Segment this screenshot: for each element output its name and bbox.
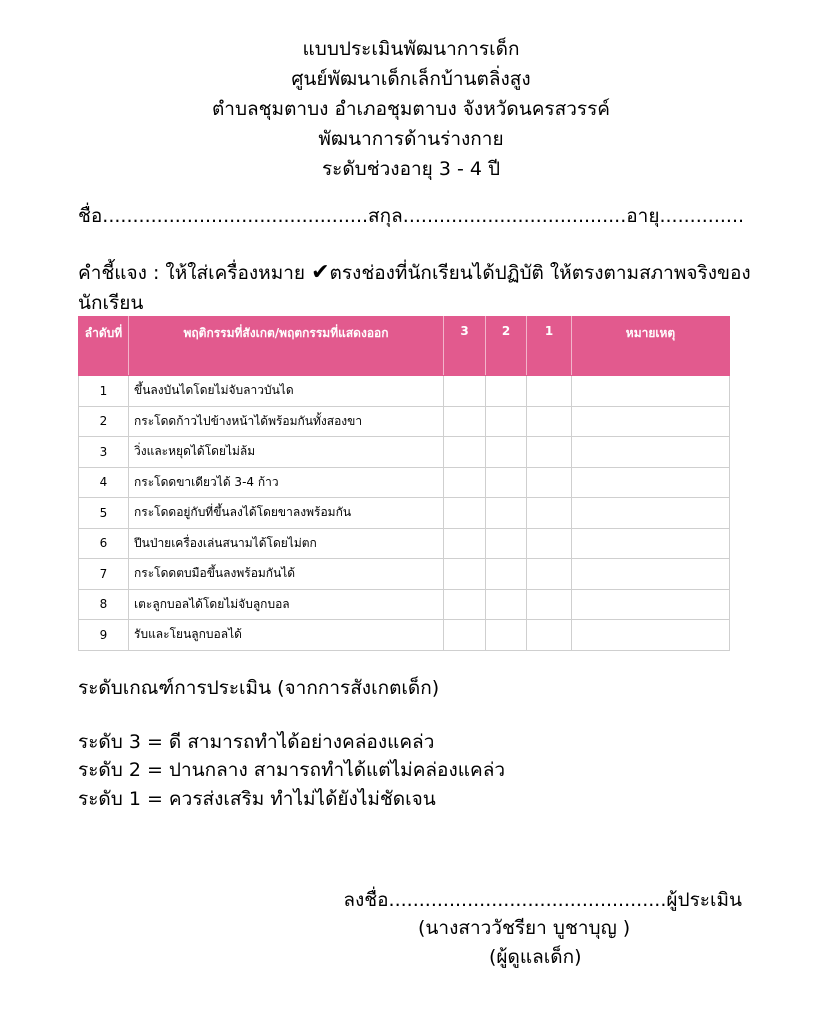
criteria-level-2: ระดับ 2 = ปานกลาง สามารถทำได้แต่ไม่คล่องแคล่ว [78,759,506,781]
row-behavior: รับและโยนลูกบอลได้ [129,620,444,651]
score-3-cell[interactable] [444,528,486,559]
form-header [0,34,822,184]
criteria-level-1: ระดับ 1 = ควรส่งเสริม ทำไม่ได้ยังไม่ชัดเจน [78,788,436,810]
evaluator-role: (ผู้ดูแลเด็ก) [489,946,582,968]
table-row [79,437,730,468]
row-number: 6 [79,528,129,559]
student-info-line: ชื่อ............................................สกุล.....................................อายุ.............. [78,205,745,227]
score-3-cell[interactable] [444,559,486,590]
checkmark-icon: ✔ [311,260,330,285]
score-2-cell[interactable] [486,498,527,529]
score-1-cell[interactable] [527,589,572,620]
signature-line: ลงชื่อ..............................................ผู้ประเมิน [343,889,742,911]
score-3-cell[interactable] [444,437,486,468]
score-2-cell[interactable] [486,559,527,590]
row-behavior: เตะลูกบอลได้โดยไม่จับลูกบอล [129,589,444,620]
row-number: 1 [79,376,129,407]
table-row [79,376,730,407]
table-row [79,620,730,651]
criteria-level-3: ระดับ 3 = ดี สามารถทำได้อย่างคล่องแคล่ว [78,731,435,753]
table-row [79,467,730,498]
score-2-cell[interactable] [486,406,527,437]
table-header-row [79,317,730,376]
row-behavior: ขึ้นลงบันไดโดยไม่จับลาวบันได [129,376,444,407]
row-number: 9 [79,620,129,651]
criteria-title: ระดับเกณฑ์การประเมิน (จากการสังเกตเด็ก) [78,677,440,699]
score-3-cell[interactable] [444,376,486,407]
column-header-score-2: 2 [486,317,527,376]
score-2-cell[interactable] [486,467,527,498]
row-behavior: วิ่งและหยุดได้โดยไม่ล้ม [129,437,444,468]
score-1-cell[interactable] [527,528,572,559]
score-1-cell[interactable] [527,467,572,498]
column-header-behavior: พฤติกรรมที่สังเกต/พฤตกรรมที่แสดงออก [129,317,444,376]
table-row [79,528,730,559]
row-behavior: ปีนป่ายเครื่องเล่นสนามได้โดยไม่ตก [129,528,444,559]
center-name: ศูนย์พัฒนาเด็กเล็กบ้านตลิ่งสูง [291,68,531,90]
note-cell[interactable] [572,620,730,651]
note-cell[interactable] [572,406,730,437]
table-row [79,589,730,620]
row-behavior: กระโดดตบมือขึ้นลงพร้อมกันได้ [129,559,444,590]
row-behavior: กระโดดก้าวไปข้างหน้าได้พร้อมกันทั้งสองขา [129,406,444,437]
row-number: 7 [79,559,129,590]
note-cell[interactable] [572,528,730,559]
development-domain: พัฒนาการด้านร่างกาย [318,128,504,150]
row-number: 3 [79,437,129,468]
instruction-text [78,258,758,318]
instruction-before: คำชี้แจง : ให้ใส่เครื่องหมาย [78,262,312,284]
age-range: ระดับช่วงอายุ 3 - 4 ปี [321,158,501,180]
score-2-cell[interactable] [486,376,527,407]
column-header-number: ลำดับที่ [79,317,129,376]
score-3-cell[interactable] [444,406,486,437]
score-3-cell[interactable] [444,589,486,620]
row-number: 2 [79,406,129,437]
note-cell[interactable] [572,437,730,468]
note-cell[interactable] [572,498,730,529]
score-2-cell[interactable] [486,589,527,620]
row-number: 4 [79,467,129,498]
score-1-cell[interactable] [527,559,572,590]
row-number: 5 [79,498,129,529]
score-2-cell[interactable] [486,437,527,468]
column-header-score-3: 3 [444,317,486,376]
score-1-cell[interactable] [527,406,572,437]
note-cell[interactable] [572,376,730,407]
row-behavior: กระโดดขาเดียวได้ 3-4 ก้าว [129,467,444,498]
column-header-note: หมายเหตุ [572,317,730,376]
score-3-cell[interactable] [444,620,486,651]
table-row [79,406,730,437]
note-cell[interactable] [572,559,730,590]
score-2-cell[interactable] [486,528,527,559]
score-3-cell[interactable] [444,467,486,498]
evaluation-table [78,316,730,651]
note-cell[interactable] [572,467,730,498]
score-3-cell[interactable] [444,498,486,529]
table-row [79,559,730,590]
row-behavior: กระโดดอยู่กับที่ขึ้นลงได้โดยขาลงพร้อมกัน [129,498,444,529]
row-number: 8 [79,589,129,620]
score-1-cell[interactable] [527,437,572,468]
instruction-after: ตรงช่องที่นักเรียนได้ปฏิบัติ ให้ตรงตามสภาพจริงของนักเรียน [78,262,751,314]
form-title: แบบประเมินพัฒนาการเด็ก [302,38,520,60]
column-header-score-1: 1 [527,317,572,376]
evaluator-name: (นางสาววัชรียา บูชาบุญ ) [418,917,631,939]
score-1-cell[interactable] [527,498,572,529]
note-cell[interactable] [572,589,730,620]
score-1-cell[interactable] [527,376,572,407]
score-2-cell[interactable] [486,620,527,651]
center-address: ตำบลชุมตาบง อำเภอชุมตาบง จังหวัดนครสวรรค์ [211,98,611,120]
table-row [79,498,730,529]
score-1-cell[interactable] [527,620,572,651]
